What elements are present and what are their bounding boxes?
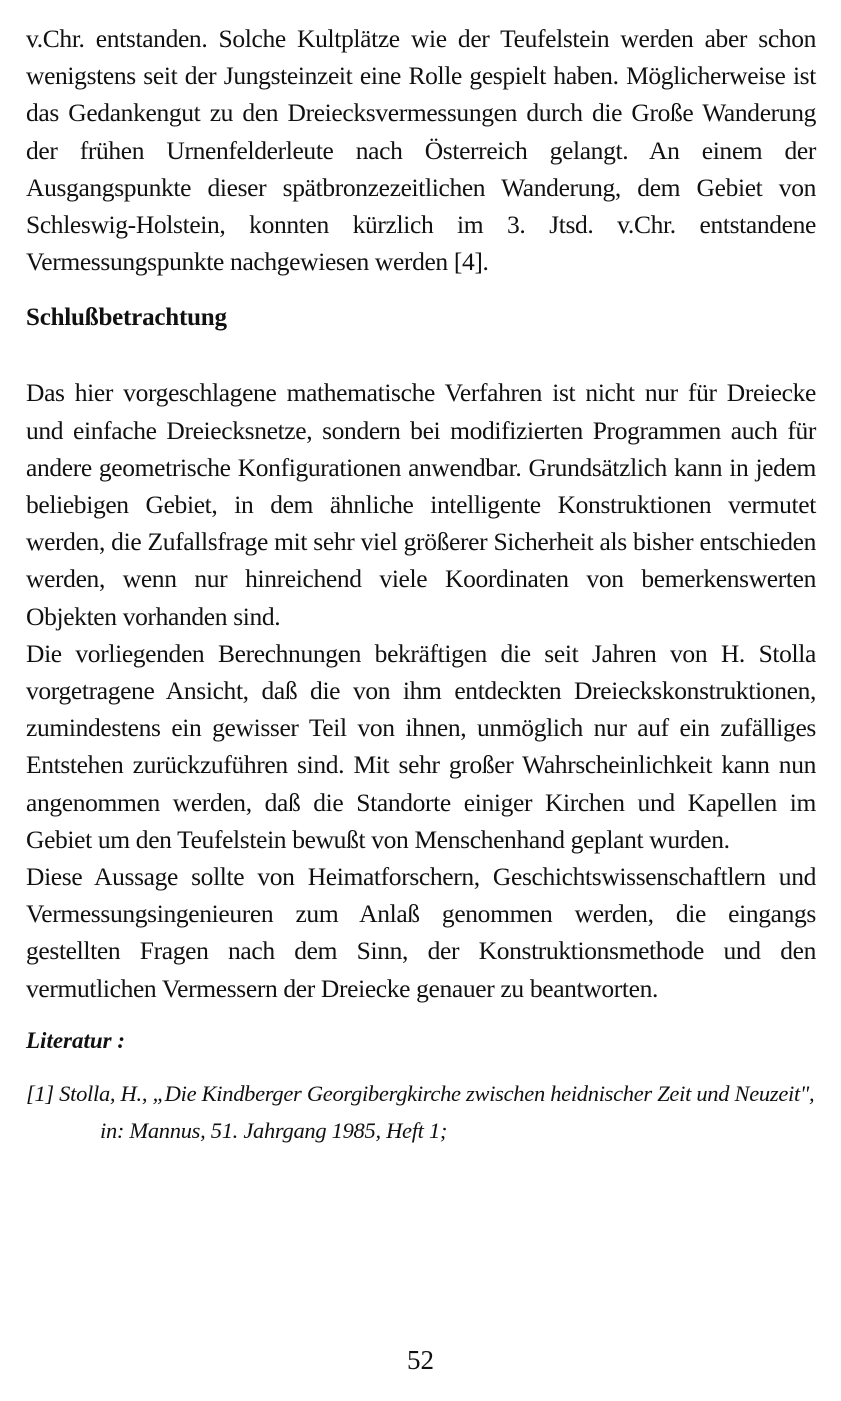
literature-heading: Literatur :	[26, 1027, 126, 1053]
document-page	[26, 20, 816, 1149]
section-heading-schlussbetrachtung: Schlußbetrachtung	[26, 304, 227, 332]
paragraph-statement: Diese Aussage sollte von Heimatforschern, Geschichtswissenschaftlern und Vermessungsingenieuren zum Anlaß genommen werden, die eingangs gestellten Fragen nach dem Sinn, der Konstruktionsmethode und den vermutlichen Vermessern der Dreiecke genauer zu beantworten.	[26, 862, 816, 1003]
paragraph-intro: v.Chr. entstanden. Solche Kultplätze wie der Teufelstein werden aber schon wenigstens seit der Jungsteinzeit eine Rolle gespielt haben. Möglicherweise ist das Gedankengut zu den Dreiecksvermessungen durch die Große Wanderung der frühen Urnenfelderleute nach Österreich gelangt. An einem der Ausgangspunkte dieser spätbronzezeitlichen Wanderung, dem Gebiet von Schleswig-Holstein, konnten kürzlich im 3. Jtsd. v.Chr. entstandene Vermessungspunkte nachgewiesen werden [4].	[26, 24, 816, 277]
page-number: 52	[407, 1345, 434, 1375]
spacer	[26, 352, 816, 374]
paragraph-method: Das hier vorgeschlagene mathematische Verfahren ist nicht nur für Dreiecke und einfache Dreiecksnetze, sondern bei modifizierten Programmen auch für andere geometrische Konfigurationen anwendbar. Grundsätzlich kann in jedem beliebigen Gebiet, in dem ähnliche intelligente Konstruktionen vermutet werden, die Zufallsfrage mit sehr viel größerer Sicherheit als bisher entschieden werden, wenn nur hinreichend viele Koordinaten von bemerkenswerten Objekten vorhanden sind.	[26, 378, 816, 631]
paragraph-calculations: Die vorliegenden Berechnungen bekräftigen die seit Jahren von H. Stolla vorgetragene Ansicht, daß die von ihm entdeckten Dreieckskonstruktionen, zumindestens ein gewisser Teil von ihnen, unmöglich nur auf ein zufälliges Entstehen zurückzuführen sind. Mit sehr großer Wahrscheinlichkeit kann nun angenommen werden, daß die Standorte einiger Kirchen und Kapellen im Gebiet um den Teufelstein bewußt von Menschenhand geplant wurden.	[26, 638, 816, 854]
reference-item: [1] Stolla, H., „Die Kindberger Georgibergkirche zwischen heidnischer Zeit und Neuzeit", in: Mannus, 51. Jahrgang 1985, Heft 1;	[26, 1080, 815, 1143]
